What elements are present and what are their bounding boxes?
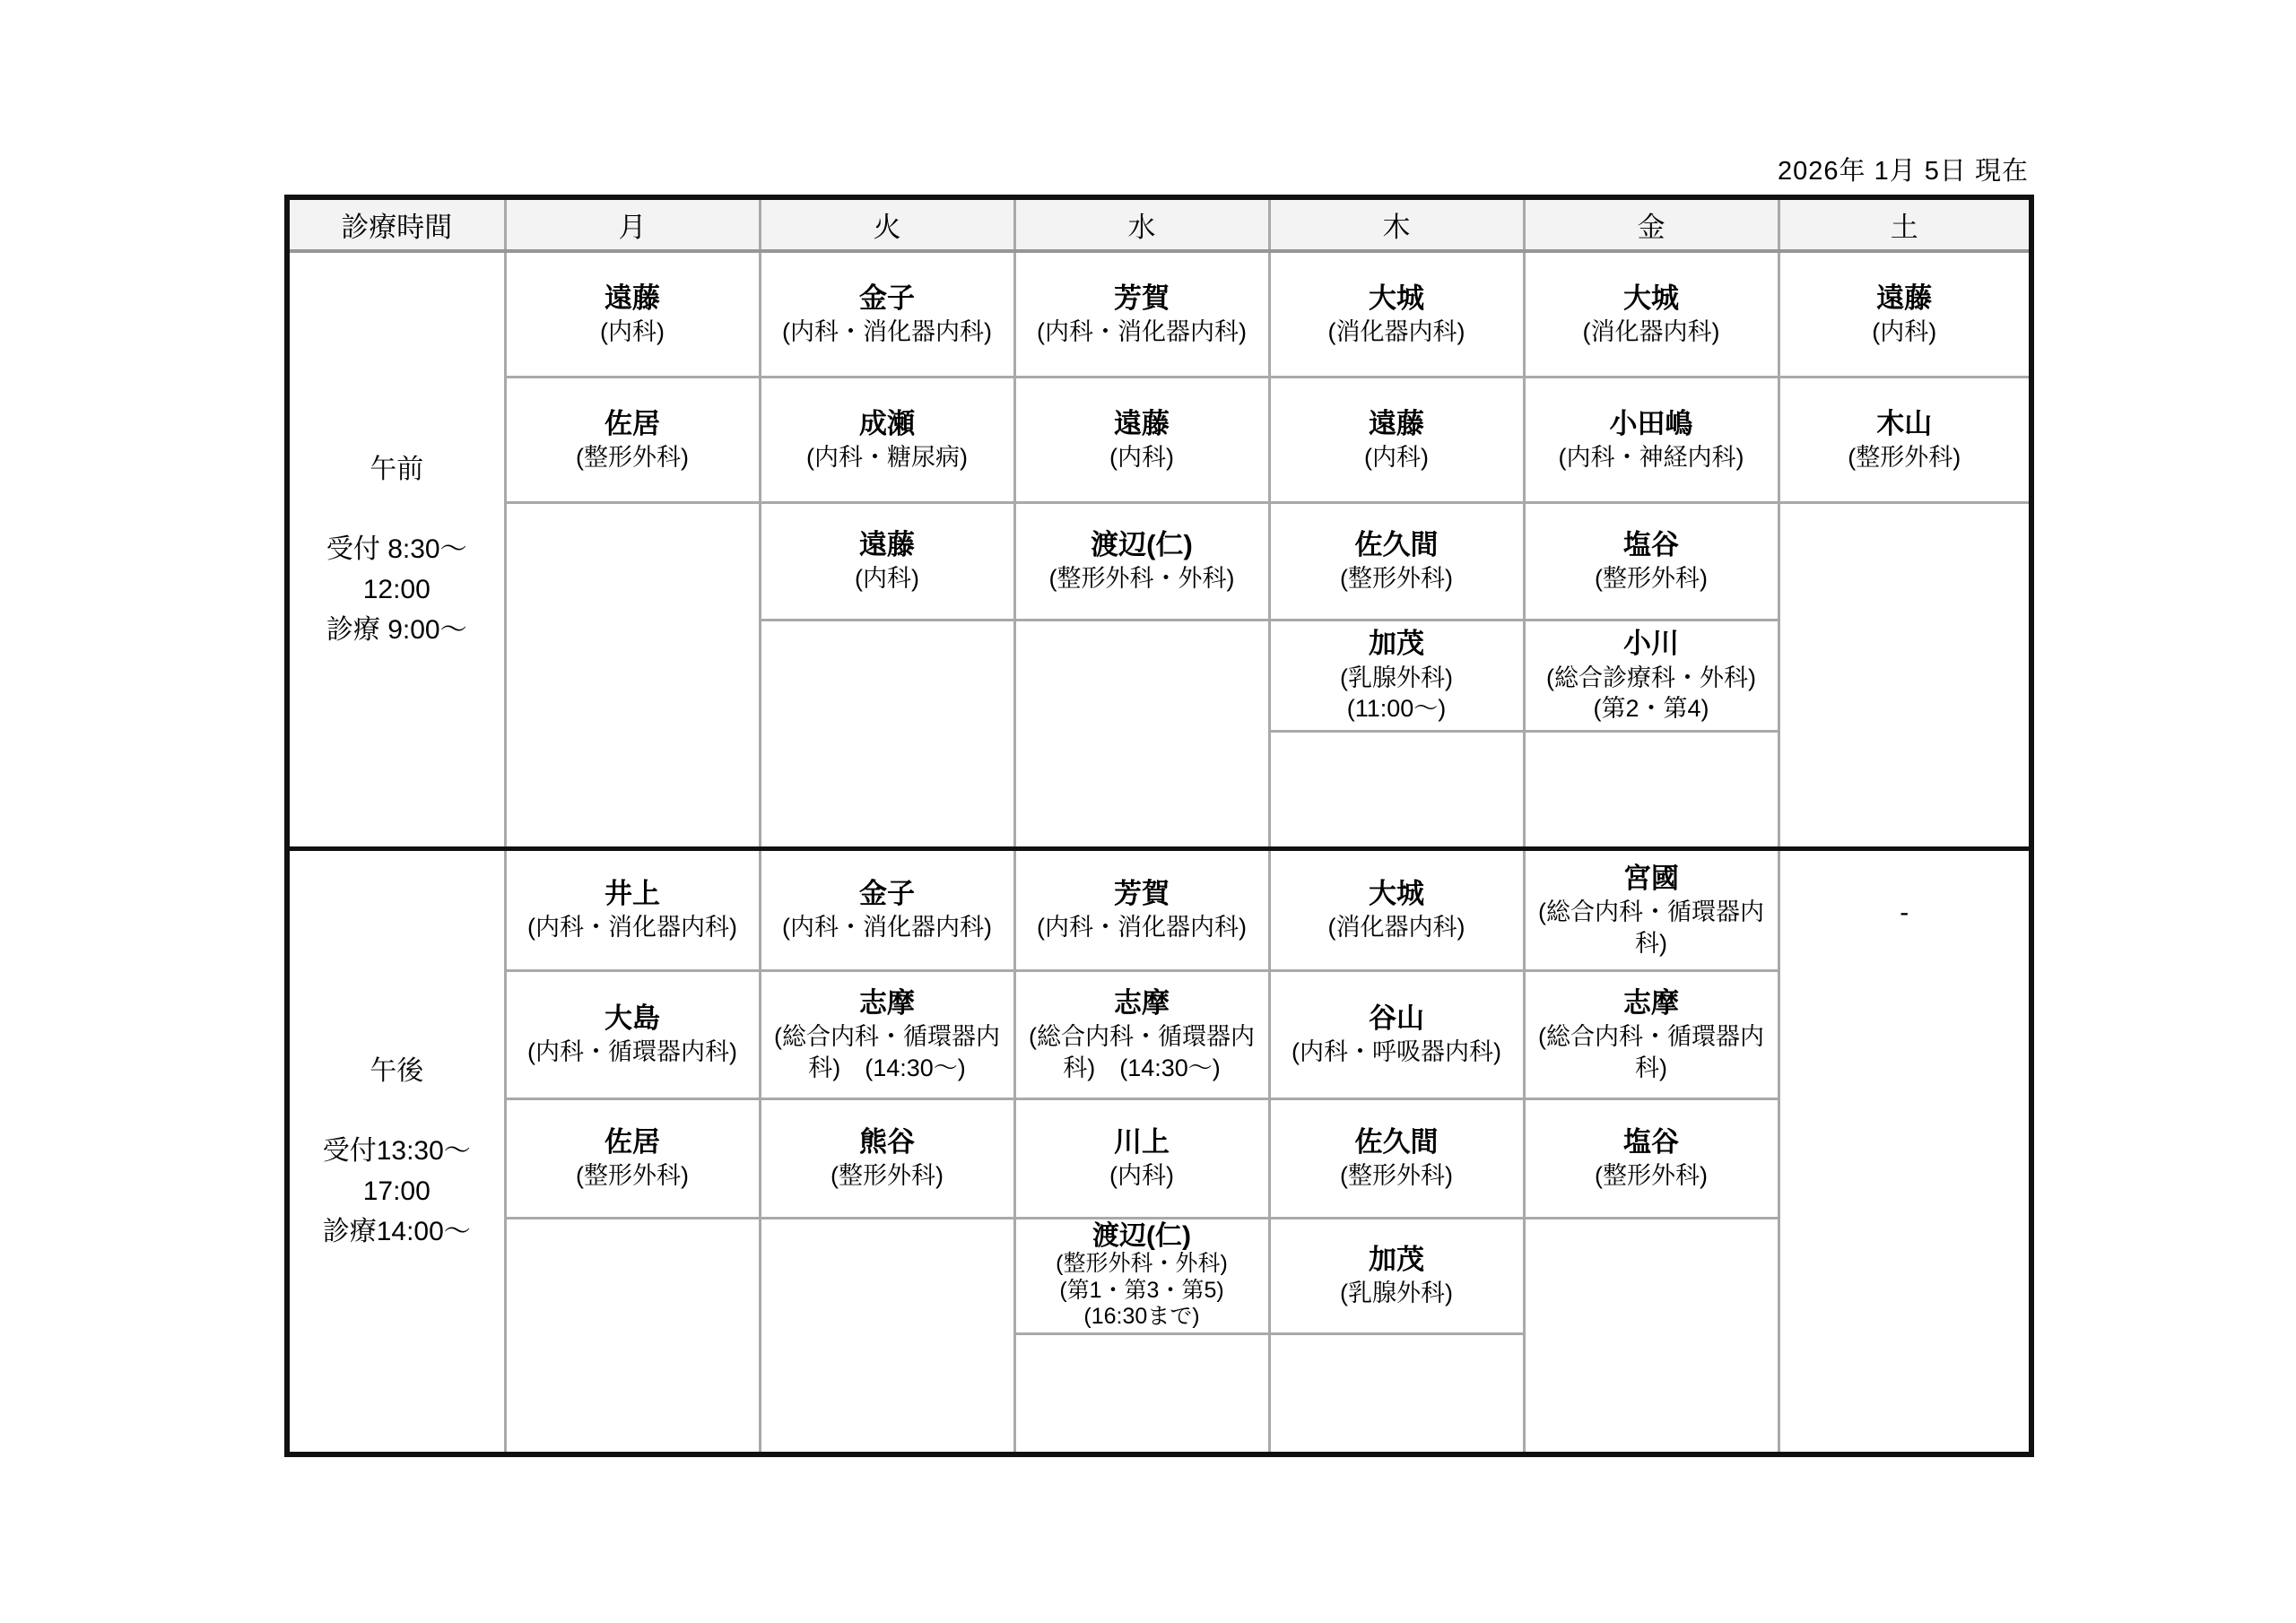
doctor-name: 佐久間 bbox=[1354, 529, 1439, 561]
doctor-dept: (内科・消化器内科) bbox=[527, 914, 737, 942]
doctor-name: 塩谷 bbox=[1623, 1126, 1679, 1159]
doctor-name: 佐居 bbox=[604, 407, 660, 439]
doctor-dept: (整形外科・外科) bbox=[1056, 1251, 1228, 1277]
header-cell-time: 診療時間 bbox=[287, 197, 505, 251]
doctor-dept: (整形外科) bbox=[1340, 1162, 1453, 1190]
doctor-name: 遠藤 bbox=[859, 529, 915, 561]
cell-am-mon-1 bbox=[505, 251, 760, 377]
header-cell-tue: 火 bbox=[760, 197, 1014, 251]
doctor-dept: (乳腺外科) bbox=[1340, 1280, 1453, 1307]
cell-pm-wed-4 bbox=[1014, 1218, 1269, 1333]
header-cell-mon: 月 bbox=[505, 197, 760, 251]
am-consult: 診療 9:00～ bbox=[326, 614, 467, 645]
pm-time-cell bbox=[287, 848, 505, 1454]
cell-am-wed-3 bbox=[1014, 502, 1269, 620]
doctor-name: 志摩 bbox=[859, 986, 915, 1019]
doctor-name: 芳賀 bbox=[1114, 878, 1170, 910]
doctor-dept: (整形外科) bbox=[831, 1162, 944, 1190]
doctor-note: (第1・第3・第5) bbox=[1059, 1277, 1224, 1303]
doctor-name: 遠藤 bbox=[1876, 282, 1933, 314]
cell-pm-thu-1 bbox=[1269, 848, 1524, 970]
pm-consult: 診療14:00～ bbox=[322, 1216, 471, 1246]
doctor-name: 志摩 bbox=[1623, 986, 1679, 1019]
am-row-3 bbox=[287, 502, 2031, 620]
cell-am-fri-3 bbox=[1524, 502, 1779, 620]
cell-pm-tue-1 bbox=[760, 848, 1014, 970]
cell-am-wed-2 bbox=[1014, 377, 1269, 502]
pm-reception: 受付13:30～17:00 bbox=[322, 1135, 471, 1206]
cell-pm-wed-3 bbox=[1014, 1098, 1269, 1218]
doctor-name: 小田嶋 bbox=[1609, 407, 1693, 439]
pm-title: 午後 bbox=[370, 1055, 424, 1086]
doctor-dept: (整形外科) bbox=[1848, 443, 1961, 471]
pm-row-4 bbox=[287, 1218, 2031, 1333]
doctor-dept: (整形外科) bbox=[1595, 565, 1708, 593]
cell-pm-fri-1 bbox=[1524, 848, 1779, 970]
doctor-dept: (内科・消化器内科) bbox=[1037, 318, 1247, 346]
cell-am-sat-empty bbox=[1779, 502, 2031, 848]
doctor-dept: (内科・消化器内科) bbox=[782, 318, 992, 346]
header-cell-fri: 金 bbox=[1524, 197, 1779, 251]
cell-pm-mon-empty bbox=[505, 1218, 760, 1454]
doctor-name: 大島 bbox=[604, 1002, 660, 1035]
doctor-name: 金子 bbox=[859, 282, 915, 314]
cell-pm-thu-4 bbox=[1269, 1218, 1524, 1333]
header-cell-thu: 木 bbox=[1269, 197, 1524, 251]
doctor-name: 金子 bbox=[859, 878, 915, 910]
cell-pm-wed-2 bbox=[1014, 970, 1269, 1098]
doctor-dept: (整形外科) bbox=[1595, 1162, 1708, 1190]
doctor-dept: (整形外科) bbox=[576, 443, 689, 471]
doctor-dept: (内科・神経内科) bbox=[1558, 443, 1744, 471]
cell-am-thu-3 bbox=[1269, 502, 1524, 620]
doctor-dept: (乳腺外科) bbox=[1340, 664, 1453, 691]
doctor-name: 渡辺(仁) bbox=[1091, 529, 1193, 561]
cell-pm-mon-2 bbox=[505, 970, 760, 1098]
cell-pm-wed-empty bbox=[1014, 1333, 1269, 1454]
cell-am-tue-3 bbox=[760, 502, 1014, 620]
doctor-dept: (消化器内科) bbox=[1582, 318, 1720, 346]
cell-pm-thu-2 bbox=[1269, 970, 1524, 1098]
am-reception: 受付 8:30～12:00 bbox=[326, 534, 467, 604]
cell-pm-fri-empty bbox=[1524, 1218, 1779, 1454]
clinic-schedule-table bbox=[284, 195, 2034, 1457]
cell-pm-fri-3 bbox=[1524, 1098, 1779, 1218]
doctor-dept: (整形外科・外科) bbox=[1048, 565, 1235, 593]
doctor-name: 志摩 bbox=[1114, 986, 1170, 1019]
doctor-name: 加茂 bbox=[1369, 628, 1424, 660]
doctor-dept: (内科) bbox=[1872, 318, 1937, 346]
doctor-name: 大城 bbox=[1369, 878, 1424, 910]
cell-am-thu-4 bbox=[1269, 620, 1524, 731]
doctor-name: 大城 bbox=[1623, 282, 1679, 314]
cell-pm-tue-2 bbox=[760, 970, 1014, 1098]
am-time-cell bbox=[287, 251, 505, 848]
cell-am-sat-2 bbox=[1779, 377, 2031, 502]
doctor-name: 大城 bbox=[1369, 282, 1424, 314]
doctor-name: 木山 bbox=[1876, 407, 1933, 439]
doctor-name: 遠藤 bbox=[1369, 407, 1424, 439]
cell-am-thu-2 bbox=[1269, 377, 1524, 502]
doctor-name: 川上 bbox=[1114, 1126, 1170, 1159]
cell-am-tue-empty bbox=[760, 620, 1014, 848]
doctor-dept: (内科・消化器内科) bbox=[1037, 914, 1247, 942]
am-row-1 bbox=[287, 251, 2031, 377]
cell-am-fri-empty bbox=[1524, 731, 1779, 848]
pm-row-3 bbox=[287, 1098, 2031, 1218]
cell-am-fri-2 bbox=[1524, 377, 1779, 502]
cell-am-thu-empty bbox=[1269, 731, 1524, 848]
cell-pm-thu-empty bbox=[1269, 1333, 1524, 1454]
doctor-dept: (内科・消化器内科) bbox=[782, 914, 992, 942]
doctor-name: 宮國 bbox=[1623, 862, 1679, 894]
doctor-dept: (消化器内科) bbox=[1327, 914, 1465, 942]
cell-am-wed-1 bbox=[1014, 251, 1269, 377]
doctor-dept: (内科・循環器内科) bbox=[527, 1038, 737, 1066]
cell-am-tue-1 bbox=[760, 251, 1014, 377]
doctor-dept: (内科) bbox=[600, 318, 665, 346]
doctor-dept: (整形外科) bbox=[1340, 565, 1453, 593]
cell-pm-sat-dash: - bbox=[1779, 848, 2031, 1454]
doctor-dept: (内科) bbox=[1364, 443, 1429, 471]
cell-am-mon-2 bbox=[505, 377, 760, 502]
am-row-2 bbox=[287, 377, 2031, 502]
cell-pm-tue-empty bbox=[760, 1218, 1014, 1454]
doctor-note: (11:00～) bbox=[1346, 695, 1447, 723]
doctor-dept: (消化器内科) bbox=[1327, 318, 1465, 346]
pm-row-2 bbox=[287, 970, 2031, 1098]
doctor-dept: (内科・糖尿病) bbox=[806, 443, 968, 471]
doctor-name: 遠藤 bbox=[1114, 407, 1170, 439]
doctor-dept: (総合内科・循環器内科) (14:30～) bbox=[1029, 1023, 1255, 1081]
doctor-name: 加茂 bbox=[1369, 1244, 1424, 1276]
doctor-dept: (総合内科・循環器内科) (14:30～) bbox=[774, 1023, 1000, 1081]
doctor-name: 佐久間 bbox=[1354, 1126, 1439, 1159]
cell-pm-mon-1 bbox=[505, 848, 760, 970]
doctor-name: 成瀬 bbox=[859, 407, 915, 439]
doctor-note: (第2・第4) bbox=[1593, 695, 1709, 723]
doctor-note2: (16:30まで) bbox=[1083, 1304, 1200, 1330]
cell-am-mon-empty bbox=[505, 502, 760, 848]
cell-am-thu-1 bbox=[1269, 251, 1524, 377]
cell-am-wed-empty bbox=[1014, 620, 1269, 848]
doctor-name: 小川 bbox=[1623, 628, 1679, 660]
cell-pm-tue-3 bbox=[760, 1098, 1014, 1218]
cell-pm-mon-3 bbox=[505, 1098, 760, 1218]
cell-pm-thu-3 bbox=[1269, 1098, 1524, 1218]
doctor-dept: (内科) bbox=[1109, 443, 1174, 471]
cell-pm-fri-2 bbox=[1524, 970, 1779, 1098]
doctor-dept: (内科) bbox=[1109, 1162, 1174, 1190]
doctor-dept: (総合診療科・外科) bbox=[1546, 664, 1756, 691]
doctor-name: 谷山 bbox=[1369, 1002, 1424, 1035]
header-cell-sat: 土 bbox=[1779, 197, 2031, 251]
doctor-name: 渡辺(仁) bbox=[1092, 1220, 1191, 1251]
doctor-name: 熊谷 bbox=[859, 1126, 915, 1159]
doctor-dept: (総合内科・循環器内科) bbox=[1538, 898, 1764, 957]
doctor-name: 遠藤 bbox=[604, 282, 660, 314]
doctor-name: 芳賀 bbox=[1114, 282, 1170, 314]
doctor-name: 井上 bbox=[604, 878, 660, 910]
doctor-dept: (内科・呼吸器内科) bbox=[1292, 1038, 1501, 1066]
cell-am-sat-1 bbox=[1779, 251, 2031, 377]
doctor-dept: (総合内科・循環器内科) bbox=[1538, 1023, 1764, 1081]
doctor-name: 塩谷 bbox=[1623, 529, 1679, 561]
cell-am-tue-2 bbox=[760, 377, 1014, 502]
header-cell-wed: 水 bbox=[1014, 197, 1269, 251]
doctor-dept: (内科) bbox=[855, 565, 919, 593]
doctor-dept: (整形外科) bbox=[576, 1162, 689, 1190]
cell-am-fri-4 bbox=[1524, 620, 1779, 731]
doctor-name: 佐居 bbox=[604, 1126, 660, 1159]
date-note: 2026年 1月 5日 現在 bbox=[1778, 157, 2029, 186]
pm-row-1 bbox=[287, 848, 2031, 970]
cell-am-fri-1 bbox=[1524, 251, 1779, 377]
cell-pm-wed-1 bbox=[1014, 848, 1269, 970]
am-title: 午前 bbox=[370, 454, 424, 484]
header-row bbox=[287, 197, 2031, 251]
